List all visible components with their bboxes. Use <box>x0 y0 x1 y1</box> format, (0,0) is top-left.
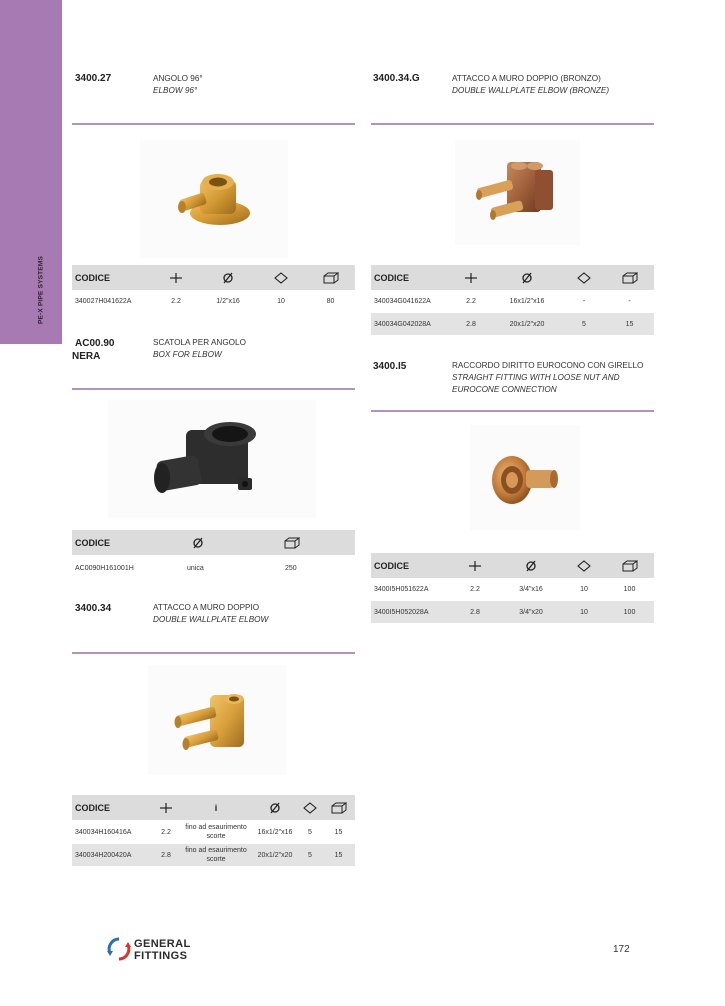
cell-diameter: 3/4"x16 <box>519 586 543 593</box>
box-icon <box>605 553 654 578</box>
header-codice: CODICE <box>72 795 152 820</box>
product-title <box>452 360 643 396</box>
sidebar-tab <box>0 0 62 344</box>
cell-pack: 10 <box>563 601 605 623</box>
box-icon <box>322 795 355 820</box>
cell-info <box>180 844 252 866</box>
section-divider <box>72 388 355 390</box>
cell-pressure: 2.8 <box>451 601 499 623</box>
cell-code: 340027H041622A <box>75 297 132 305</box>
diameter-icon <box>152 530 248 555</box>
brand-name <box>134 938 191 962</box>
title-en: BOX FOR ELBOW <box>153 350 222 359</box>
brand-line1: GENERAL <box>134 938 191 950</box>
cell-box: 15 <box>322 844 355 866</box>
cell-info <box>180 820 252 844</box>
cell-diameter: 1/2"x16 <box>216 297 240 305</box>
product-code: AC00.90 <box>75 338 115 349</box>
pressure-cross-icon <box>152 265 200 290</box>
product-code: 3400.27 <box>75 73 112 84</box>
cell-pressure: 2.2 <box>161 828 171 836</box>
product-code: 3400.34 <box>75 603 112 614</box>
diamond-pack-icon <box>563 265 605 290</box>
table-row <box>371 313 654 335</box>
title-en: DOUBLE WALLPLATE ELBOW <box>153 615 269 624</box>
info-line2: scorte <box>206 856 226 863</box>
title-en-line1: STRAIGHT FITTING WITH LOOSE NUT AND <box>452 373 620 382</box>
cell-pack: 5 <box>298 844 322 866</box>
brand-line2: FITTINGS <box>134 950 188 962</box>
table-header-row <box>371 553 654 578</box>
info-line1: fino ad esaurimento <box>185 847 247 854</box>
cell-pack: 5 <box>563 313 605 335</box>
cell-pack: 5 <box>308 828 312 836</box>
product-title <box>153 73 203 97</box>
diamond-pack-icon <box>256 265 306 290</box>
section-divider <box>72 123 355 125</box>
product-code: 3400.34.G <box>373 73 420 84</box>
sidebar-label: PE-X PIPE SYSTEMS <box>37 255 45 325</box>
title-it: SCATOLA PER ANGOLO <box>153 338 246 347</box>
cell-box: 15 <box>605 313 654 335</box>
brand-logo <box>106 936 206 964</box>
spec-table-340027 <box>72 265 355 312</box>
pressure-cross-icon <box>152 795 180 820</box>
diameter-icon <box>491 265 563 290</box>
cell-pack: 10 <box>277 297 285 305</box>
cell-pack: - <box>582 298 586 305</box>
product-image-double-wallplate <box>148 665 286 775</box>
title-it: ANGOLO 96° <box>153 74 203 83</box>
header-codice: CODICE <box>371 553 451 578</box>
title-en: ELBOW 96° <box>153 86 198 95</box>
header-codice: CODICE <box>72 265 152 290</box>
spec-table-3400i5 <box>371 553 654 623</box>
table-row <box>72 290 355 312</box>
section-divider <box>371 123 654 125</box>
table-header-row <box>72 795 355 820</box>
product-image-elbow-box <box>108 400 316 518</box>
cell-code: 340034G041622A <box>374 298 431 305</box>
info-line2: scorte <box>206 833 226 840</box>
cell-code: AC0090H161001H <box>75 564 134 572</box>
title-en-line2: EUROCONE CONNECTION <box>452 385 557 394</box>
product-image-elbow-96 <box>140 140 288 258</box>
diamond-pack-icon <box>298 795 322 820</box>
cell-diameter: 20x1/2"x20 <box>252 844 298 866</box>
title-it: RACCORDO DIRITTO EUROCONO CON GIRELLO <box>452 361 644 370</box>
cell-box: 100 <box>623 586 636 593</box>
table-header-row <box>72 265 355 290</box>
diameter-icon <box>200 265 256 290</box>
page-number: 172 <box>613 944 630 955</box>
arrows-circle-logo-icon <box>106 936 132 962</box>
box-icon <box>306 265 355 290</box>
cell-diameter: 20x1/2"x20 <box>491 313 563 335</box>
table-row <box>72 555 355 581</box>
spec-table-340034 <box>72 795 355 866</box>
product-code: 3400.I5 <box>373 361 407 372</box>
cell-pack: 10 <box>580 586 588 593</box>
product-title <box>153 337 246 361</box>
cell-diameter: unica <box>187 564 204 572</box>
cell-diameter: 3/4"x20 <box>499 601 563 623</box>
table-header-row <box>371 265 654 290</box>
pressure-cross-icon <box>451 553 499 578</box>
cell-code: 3400I5H052028A <box>371 601 451 623</box>
cell-pressure: 2.2 <box>171 297 181 305</box>
section-divider <box>72 652 355 654</box>
cell-box: 15 <box>334 828 343 836</box>
cell-code: 340034G042028A <box>371 313 451 335</box>
product-image-double-wallplate-bronze <box>455 140 580 245</box>
table-row <box>371 290 654 313</box>
table-header-row <box>72 530 355 555</box>
cell-box: - <box>628 298 631 305</box>
product-title <box>153 602 268 626</box>
cell-code: 340034H160416A <box>75 828 132 836</box>
info-header: i <box>180 795 252 820</box>
table-row <box>72 844 355 866</box>
cell-diameter: 16x1/2"x16 <box>509 298 545 305</box>
cell-pressure: 2.2 <box>466 298 476 305</box>
cell-pressure: 2.8 <box>152 844 180 866</box>
title-it: ATTACCO A MURO DOPPIO <box>153 603 260 612</box>
table-row <box>371 601 654 623</box>
cell-code: 340034H200420A <box>72 844 152 866</box>
product-code-variant: NERA <box>72 351 101 362</box>
cell-pressure: 2.8 <box>451 313 491 335</box>
cell-box: 80 <box>326 297 335 305</box>
diamond-pack-icon <box>563 553 605 578</box>
cell-box: 100 <box>605 601 654 623</box>
box-icon <box>605 265 654 290</box>
table-row <box>371 578 654 601</box>
info-line1: fino ad esaurimento <box>185 824 247 831</box>
cell-code: 3400I5H051622A <box>374 586 429 593</box>
product-title <box>452 73 609 97</box>
title-it: ATTACCO A MURO DOPPIO (BRONZO) <box>452 74 601 83</box>
diameter-icon <box>252 795 298 820</box>
cell-diameter: 16x1/2"x16 <box>257 828 293 836</box>
header-codice: CODICE <box>72 530 152 555</box>
table-row <box>72 820 355 844</box>
cell-box: 250 <box>285 564 297 572</box>
cell-pressure: 2.2 <box>470 586 480 593</box>
diameter-icon <box>499 553 563 578</box>
spec-table-ac0090 <box>72 530 355 581</box>
box-icon <box>248 530 355 555</box>
title-en: DOUBLE WALLPLATE ELBOW (BRONZE) <box>452 86 610 95</box>
section-divider <box>371 410 654 412</box>
product-image-eurocone-fitting <box>470 425 580 530</box>
header-codice: CODICE <box>371 265 451 290</box>
pressure-cross-icon <box>451 265 491 290</box>
spec-table-340034g <box>371 265 654 335</box>
